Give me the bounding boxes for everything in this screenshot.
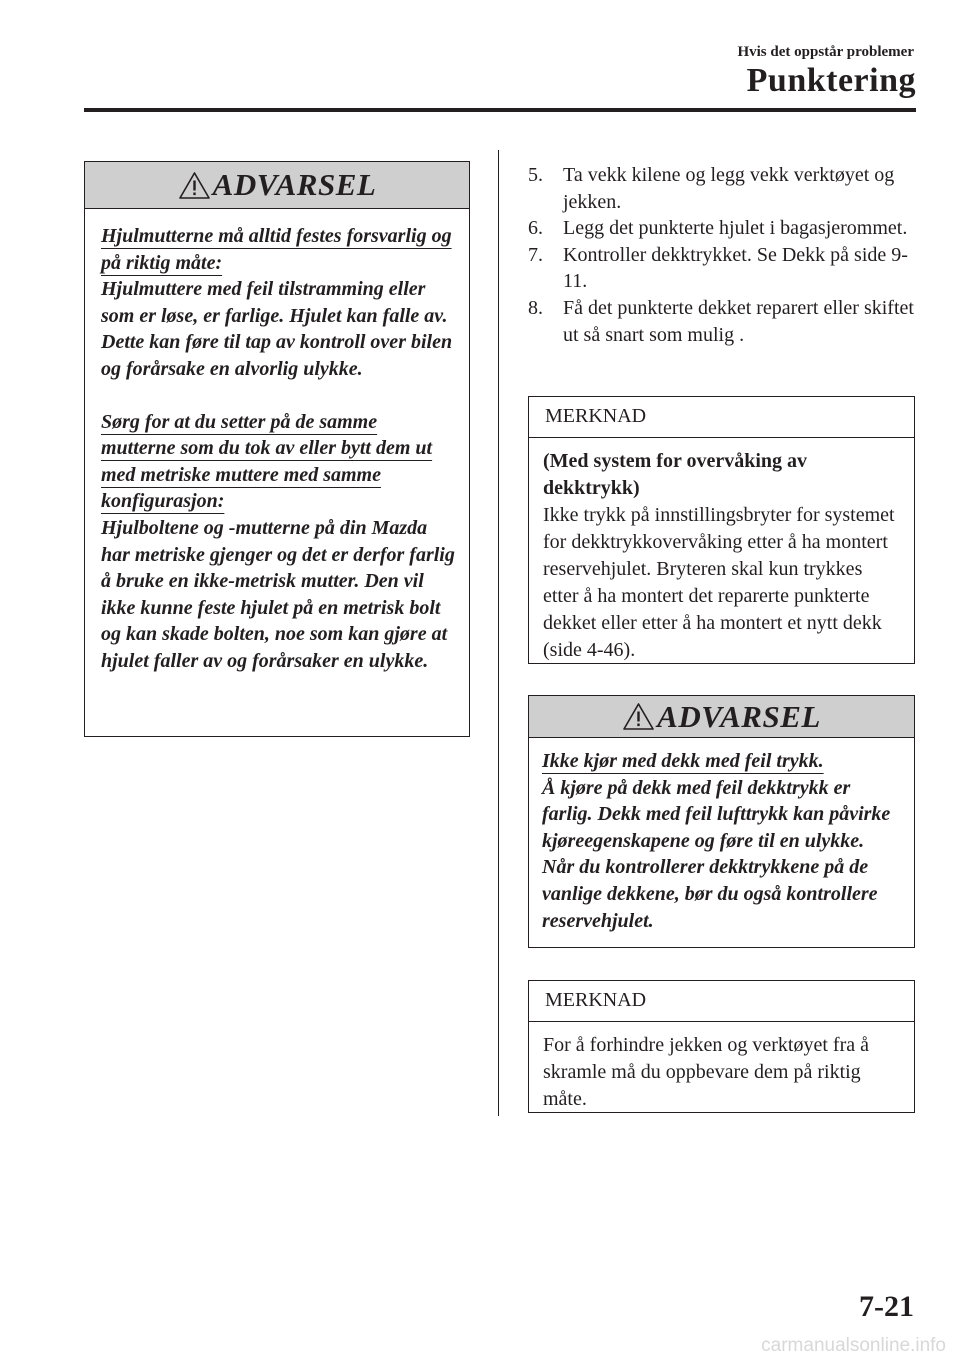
warning-text: Hjulboltene og -mutterne på din Mazda har metriske gjenger og det er derfor farlig å bruke en ikke-metrisk mutter. Den vil ikke kunne feste hjulet på en metrisk bolt og kan skade bolten, noe som kan gjøre at hjulet faller av og forårsaker en ulykke. [101, 516, 455, 672]
section-label: Hvis det oppstår problemer [737, 44, 914, 60]
note-box-tpms [528, 396, 915, 664]
step-item: 8. Få det punkterte dekket reparert eller skiftet ut så snart som mulig . [528, 296, 914, 346]
note-subheading: (Med system for overvåking av dekktrykk) [543, 450, 808, 499]
chapter-title: Punktering [746, 62, 916, 99]
note-text: Ikke trykk på innstillingsbryter for systemet for dekktrykkovervåking etter å ha montert reservehjulet. Bryteren skal kun trykkes etter å ha montert det reparerte punkterte dekket eller etter å ha montert et nytt dekk (side 4-46). [543, 504, 895, 661]
warning-body [529, 738, 914, 934]
warning-triangle-icon [622, 702, 655, 731]
step-item: 7. Kontroller dekktrykket. Se Dekk på side 9-11. [528, 243, 908, 293]
warning-heading: Sørg for at du setter på de samme mutterne som du tok av eller bytt dem ut med metriske muttere med samme konfigurasjon: [101, 410, 433, 513]
page-number: 7-21 [859, 1290, 914, 1323]
note-body [529, 438, 914, 664]
warning-heading: Ikke kjør med dekk med feil trykk. [542, 750, 824, 772]
note-title: MERKNAD [529, 397, 914, 438]
header-rule [84, 108, 916, 112]
warning-header [85, 162, 469, 209]
warning-header [529, 696, 914, 738]
step-item: 6. Legg det punkterte hjulet i bagasjerommet. [528, 217, 908, 240]
procedure-steps [528, 162, 918, 348]
note-body [529, 1022, 914, 1113]
warning-text: Hjulmuttere med feil tilstramming eller som er løse, er farlige. Hjulet kan falle av. Dette kan føre til tap av kontroll over bilen og forårsake en alvorlig ulykke. [101, 278, 453, 380]
step-item: 5. Ta vekk kilene og legg vekk verktøyet og jekken. [528, 164, 895, 213]
column-divider [498, 150, 499, 1116]
warning-body [85, 209, 469, 675]
warning-title: ADVARSEL [657, 698, 821, 734]
note-title: MERKNAD [529, 981, 914, 1022]
warning-box-tightening [84, 161, 470, 737]
warning-heading: Hjulmutterne må alltid festes forsvarlig og på riktig måte: [101, 225, 452, 274]
warning-triangle-icon [178, 171, 211, 200]
note-text: For å forhindre jekken og verktøyet fra å skramle må du oppbevare dem på riktig måte. [543, 1034, 869, 1110]
warning-title: ADVARSEL [212, 167, 377, 202]
warning-box-pressure [528, 695, 915, 948]
note-box-storage [528, 980, 915, 1113]
warning-text: Å kjøre på dekk med feil dekktrykk er farlig. Dekk med feil lufttrykk kan påvirke kjøreegenskapene og føre til en ulykke. Når du kontrollerer dekktrykkene på de vanlige dekkene, bør du også kontrollere reservehjulet. [542, 776, 891, 932]
watermark: carmanualsonline.info [761, 1335, 946, 1356]
